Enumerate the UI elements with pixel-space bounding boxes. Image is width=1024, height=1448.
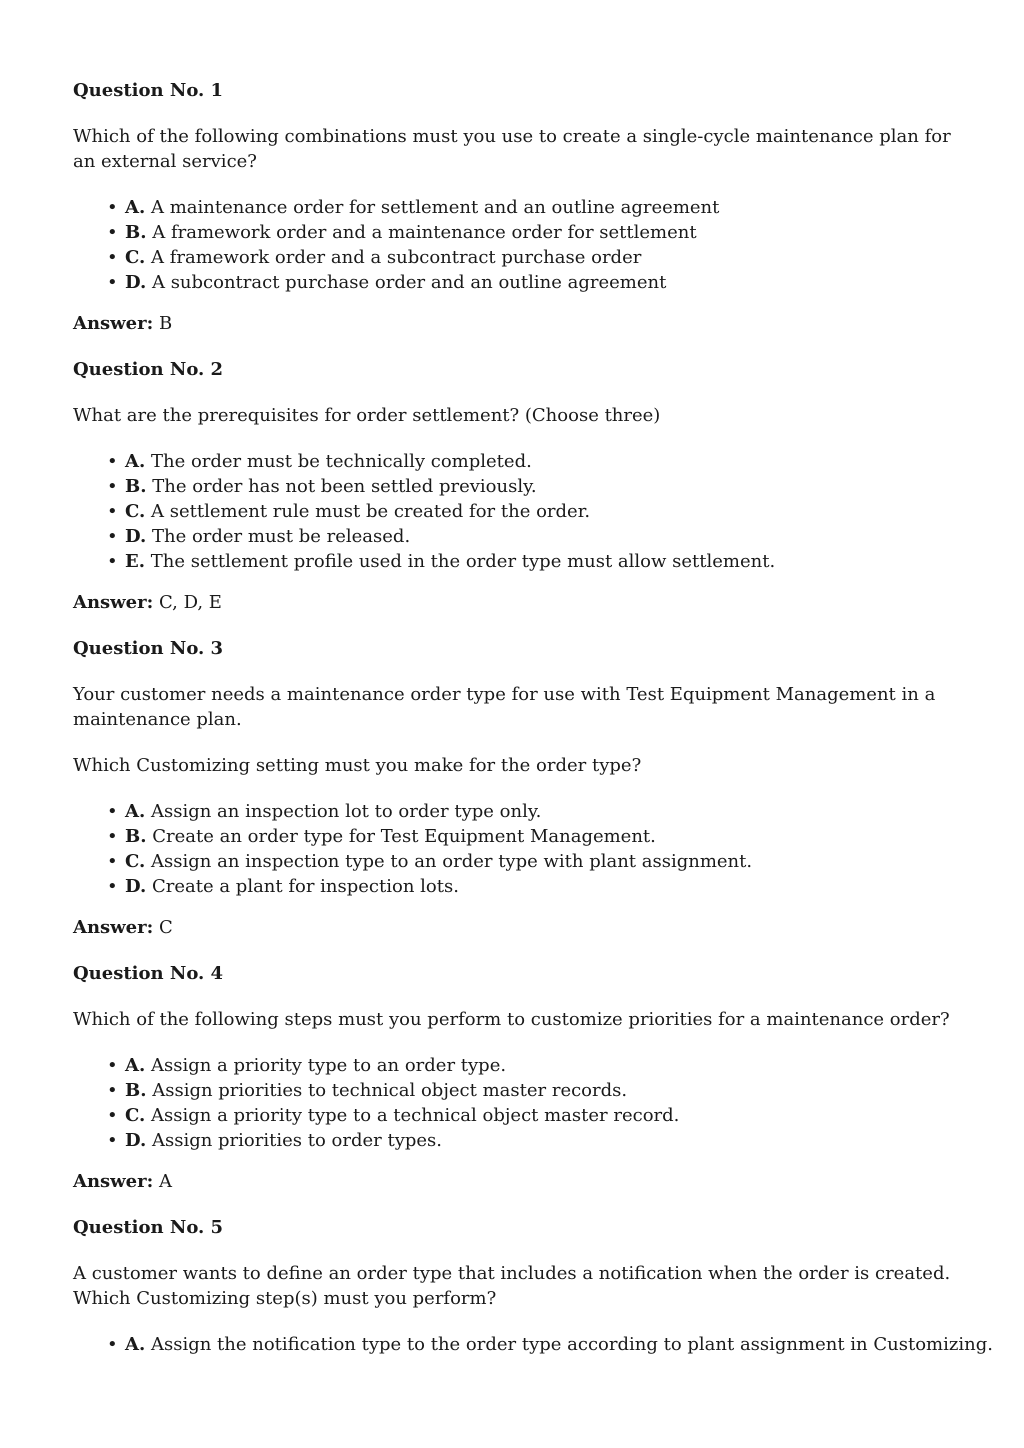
option-letter: B. — [125, 476, 147, 497]
option-item — [107, 799, 954, 824]
answer-value: C, D, E — [159, 592, 222, 613]
answer-label: Answer: — [73, 1171, 154, 1192]
bullet-icon: • — [107, 501, 118, 522]
option-text: Create a plant for inspection lots. — [151, 876, 459, 897]
option-text: A framework order and a maintenance order for settlement — [152, 222, 697, 243]
option-list — [73, 799, 954, 899]
option-text: The settlement profile used in the order type must allow settlement. — [150, 551, 776, 572]
option-item — [107, 220, 954, 245]
option-letter: C. — [125, 501, 146, 522]
answer-line — [73, 590, 954, 615]
question-heading: Question No. 5 — [73, 1217, 224, 1238]
bullet-icon: • — [107, 1105, 118, 1126]
option-item — [107, 849, 954, 874]
option-item — [107, 270, 954, 295]
option-text: A subcontract purchase order and an outline agreement — [151, 272, 667, 293]
option-item — [107, 474, 954, 499]
question-text: Which of the following combinations must you use to create a single-cycle maintenance plan for an external service? — [73, 126, 951, 172]
option-item — [107, 449, 954, 474]
option-letter: B. — [125, 1080, 147, 1101]
question-block — [73, 1215, 993, 1357]
question-heading: Question No. 1 — [73, 80, 224, 101]
answer-label: Answer: — [73, 313, 154, 334]
bullet-icon: • — [107, 247, 118, 268]
option-list — [73, 449, 954, 574]
option-text: Assign an inspection lot to order type only. — [150, 801, 542, 822]
question-text: Your customer needs a maintenance order type for use with Test Equipment Management in a maintenance plan. — [73, 684, 936, 730]
bullet-icon: • — [107, 222, 118, 243]
answer-value: B — [159, 313, 173, 334]
option-text: Create an order type for Test Equipment Management. — [152, 826, 656, 847]
option-letter: D. — [125, 272, 147, 293]
bullet-icon: • — [107, 451, 118, 472]
bullet-icon: • — [107, 551, 118, 572]
answer-label: Answer: — [73, 592, 154, 613]
option-letter: B. — [125, 826, 147, 847]
option-item — [107, 874, 954, 899]
option-letter: E. — [125, 551, 145, 572]
option-text: The order must be technically completed. — [150, 451, 532, 472]
answer-line — [73, 311, 954, 336]
option-text: A maintenance order for settlement and an outline agreement — [150, 197, 720, 218]
option-text: Assign the notification type to the order type according to plant assignment in Customizing. — [150, 1334, 993, 1355]
option-item — [107, 824, 954, 849]
option-item — [107, 245, 954, 270]
option-item — [107, 524, 954, 549]
question-text: What are the prerequisites for order settlement? (Choose three) — [73, 405, 661, 426]
option-letter: C. — [125, 247, 146, 268]
option-item — [107, 195, 954, 220]
bullet-icon: • — [107, 272, 118, 293]
option-letter: C. — [125, 851, 146, 872]
answer-line — [73, 1169, 954, 1194]
bullet-icon: • — [107, 851, 118, 872]
answer-value: C — [159, 917, 173, 938]
option-text: The order must be released. — [151, 526, 411, 547]
option-item — [107, 499, 954, 524]
option-text: Assign a priority type to an order type. — [150, 1055, 507, 1076]
option-list — [73, 195, 954, 295]
bullet-icon: • — [107, 876, 118, 897]
option-item — [107, 1103, 954, 1128]
option-text: Assign priorities to technical object master records. — [152, 1080, 628, 1101]
option-letter: A. — [125, 197, 146, 218]
option-item — [107, 1332, 993, 1357]
bullet-icon: • — [107, 826, 118, 847]
option-text: A framework order and a subcontract purchase order — [151, 247, 642, 268]
answer-label: Answer: — [73, 917, 154, 938]
bullet-icon: • — [107, 197, 118, 218]
option-letter: D. — [125, 1130, 147, 1151]
question-text: Which Customizing setting must you make for the order type? — [73, 755, 642, 776]
option-text: The order has not been settled previously. — [152, 476, 537, 497]
question-block — [73, 78, 954, 336]
option-letter: D. — [125, 526, 147, 547]
option-item — [107, 549, 954, 574]
option-list — [73, 1332, 993, 1357]
question-heading: Question No. 4 — [73, 963, 224, 984]
option-text: Assign priorities to order types. — [151, 1130, 442, 1151]
bullet-icon: • — [107, 476, 118, 497]
question-block — [73, 636, 954, 940]
option-letter: A. — [125, 1055, 146, 1076]
option-text: Assign an inspection type to an order type with plant assignment. — [151, 851, 753, 872]
question-block — [73, 961, 954, 1194]
option-text: A settlement rule must be created for the order. — [151, 501, 591, 522]
option-letter: A. — [125, 801, 146, 822]
option-item — [107, 1053, 954, 1078]
bullet-icon: • — [107, 801, 118, 822]
answer-value: A — [159, 1171, 172, 1192]
question-block — [73, 357, 954, 615]
option-letter: A. — [125, 451, 146, 472]
option-item — [107, 1078, 954, 1103]
option-text: Assign a priority type to a technical object master record. — [151, 1105, 680, 1126]
question-heading: Question No. 3 — [73, 638, 224, 659]
bullet-icon: • — [107, 526, 118, 547]
question-heading: Question No. 2 — [73, 359, 224, 380]
option-letter: C. — [125, 1105, 146, 1126]
bullet-icon: • — [107, 1055, 118, 1076]
option-item — [107, 1128, 954, 1153]
question-text: A customer wants to define an order type that includes a notification when the order is created. Which Customizing step(s) must you perform? — [73, 1263, 951, 1309]
answer-line — [73, 915, 954, 940]
option-letter: A. — [125, 1334, 146, 1355]
bullet-icon: • — [107, 1080, 118, 1101]
option-letter: D. — [125, 876, 147, 897]
bullet-icon: • — [107, 1334, 118, 1355]
bullet-icon: • — [107, 1130, 118, 1151]
option-letter: B. — [125, 222, 147, 243]
option-list — [73, 1053, 954, 1153]
question-text: Which of the following steps must you perform to customize priorities for a maintenance order? — [73, 1009, 950, 1030]
